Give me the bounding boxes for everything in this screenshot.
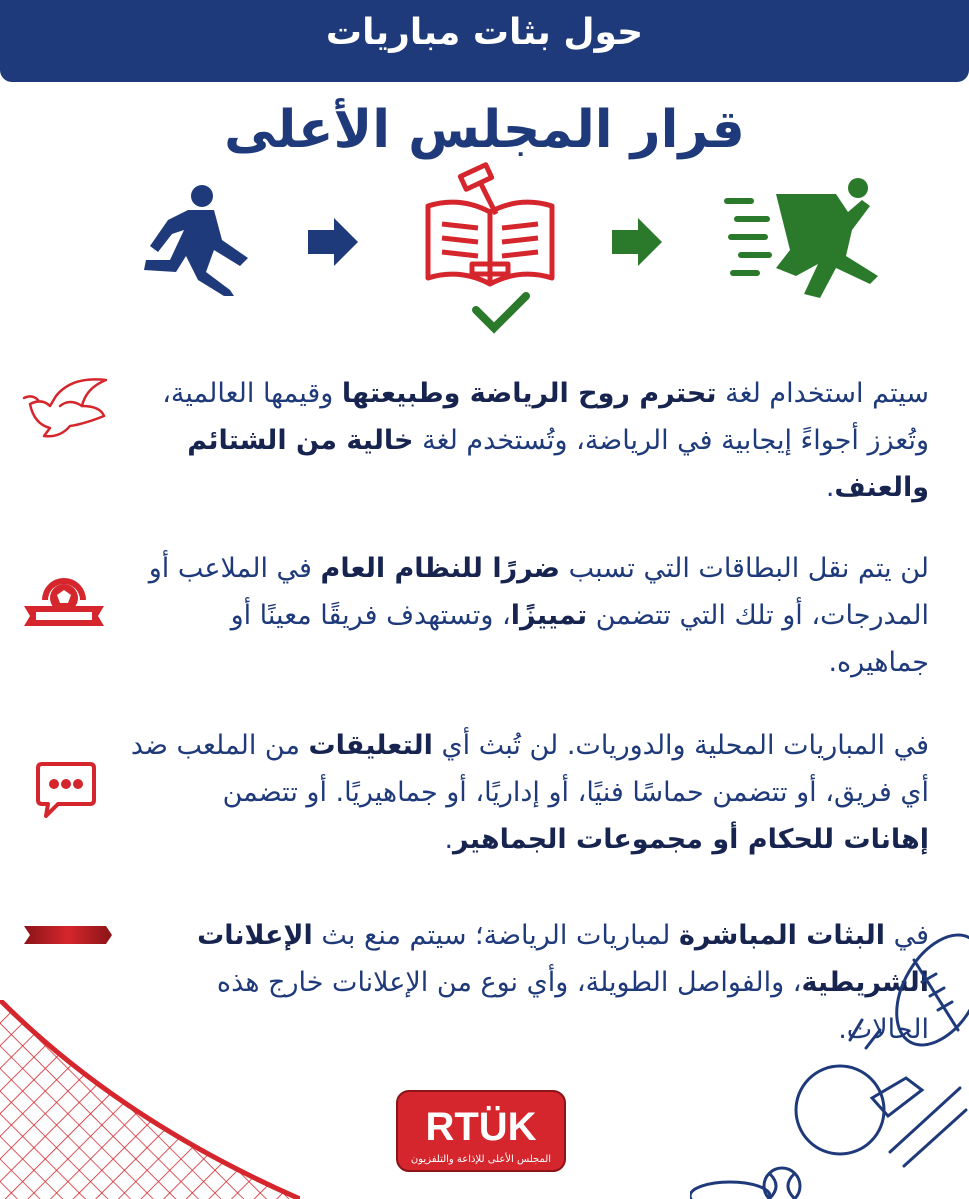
point-1-seg-5: . — [825, 472, 835, 503]
sports-equipment-decoration-icon — [690, 920, 969, 1199]
point-2-text — [129, 545, 929, 686]
point-3-seg-4: إهانات للحكام أو مجموعات الجماهير — [453, 824, 929, 855]
top-banner — [0, 0, 969, 82]
dove-icon — [20, 376, 112, 456]
logo-name: RTÜK — [425, 1105, 537, 1149]
comment-bubble-icon — [34, 762, 98, 818]
page-title: قرار المجلس الأعلى — [224, 100, 745, 160]
point-4-seg-2: البثات المباشرة — [678, 920, 885, 951]
point-3-seg-5: . — [444, 824, 454, 855]
point-1-seg-2: تحترم روح الرياضة وطبيعتها — [341, 378, 717, 409]
point-2-seg-1: لن يتم نقل البطاقات التي تسبب — [560, 553, 929, 584]
point-2-seg-4: تمييزًا — [510, 600, 588, 631]
runner-icon — [144, 185, 248, 296]
point-4-seg-1: في — [885, 920, 929, 951]
point-2-seg-2: ضررًا للنظام العام — [320, 553, 561, 584]
point-1-seg-1: سيتم استخدام لغة — [716, 378, 929, 409]
ribbon-banner-icon — [22, 922, 114, 948]
point-3-seg-2: التعليقات — [308, 730, 433, 761]
point-3-text — [129, 722, 929, 863]
point-1-seg-4: خالية من الشتائم والعنف — [187, 425, 929, 503]
point-1-seg-3: وقيمها العالمية، وتُعزز أجواءً إيجابية في الرياضة، وتُستخدم لغة — [162, 378, 929, 456]
decision-flow-illustration — [0, 160, 969, 350]
point-4-seg-4: الإعلانات الشريطية — [197, 920, 929, 998]
arrow-right-icon — [308, 218, 358, 266]
point-2-seg-3: في الملاعب أو المدرجات، أو تلك التي تتضمن — [148, 553, 929, 631]
arrow-right-icon — [612, 218, 662, 266]
point-3-seg-1: في المباريات المحلية والدوريات. لن تُبث أي — [432, 730, 929, 761]
point-1-text — [129, 370, 929, 511]
fast-player-icon — [724, 178, 878, 298]
check-icon — [476, 296, 526, 328]
point-4-seg-5: ، والفواصل الطويلة، وأي نوع من الإعلانات خارج هذه الحالات. — [216, 967, 929, 1045]
logo-subtitle: المجلس الأعلى للإذاعة والتلفزيون — [410, 1154, 552, 1165]
rtuk-logo — [396, 1090, 566, 1172]
net-decoration-icon — [0, 1000, 300, 1199]
point-4-seg-3: لمباريات الرياضة؛ سيتم منع بث — [312, 920, 679, 951]
point-3-seg-3: من الملعب ضد أي فريق، أو تتضمن حماسًا فنيًا، أو إداريًا، أو جماهيريًا. أو تتضمن — [130, 730, 929, 808]
football-badge-icon — [20, 570, 108, 634]
banner-title: حول بثات مباريات — [325, 12, 644, 53]
point-2-seg-5: ، وتستهدف فريقًا معينًا أو جماهيره. — [230, 600, 929, 678]
law-book-gavel-icon — [428, 165, 552, 284]
